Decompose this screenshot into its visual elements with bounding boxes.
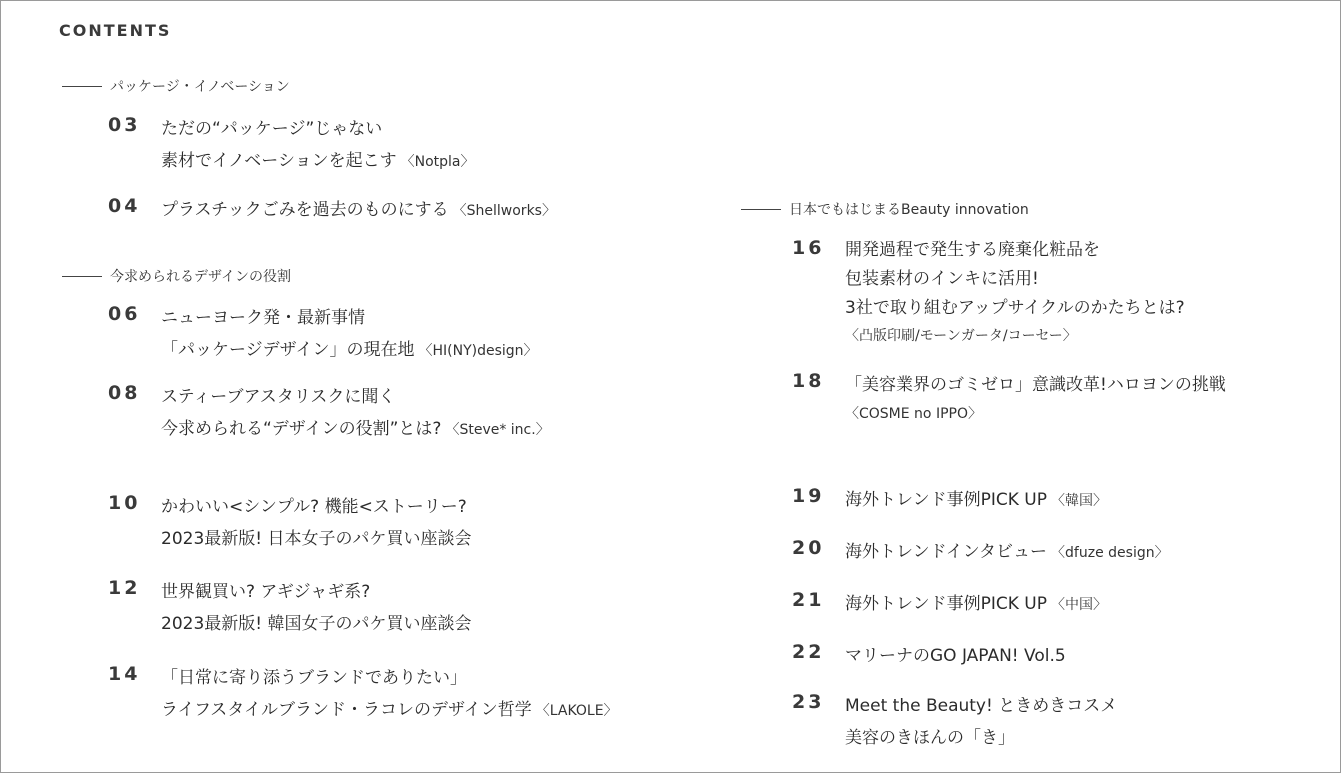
entry-title-line: かわいい<シンプル? 機能<ストーリー? [161,497,467,517]
entry-tag: 〈凸版印刷/モーンガータ/コーセー〉 [845,328,1077,344]
page-number: 04 [108,195,141,217]
page-number: 06 [108,303,141,325]
entry-title-line: 海外トレンドインタビュー [845,542,1048,562]
entry-title-line: プラスチックごみを過去のものにする [161,200,449,220]
page-number: 22 [792,641,825,663]
section-header-package-innovation [62,76,290,96]
entry-tag: 〈HI(NY)design〉 [418,343,538,359]
entry-title-line: 2023最新版! 日本女子のパケ買い座談会 [161,529,472,549]
entry-title-line: 開発過程で発生する廃棄化粧品を [845,240,1100,260]
entry-tag: 〈LAKOLE〉 [535,703,618,719]
section-title: 今求められるデザインの役割 [110,269,292,285]
section-header-design-role [62,266,291,286]
entry-title-line: 3社で取り組むアップサイクルのかたちとは? [845,298,1185,318]
entry-tag: 〈COSME no IPPO〉 [845,406,982,422]
page-number: 10 [108,492,141,514]
section-rule [62,86,102,87]
section-rule [741,209,781,210]
entry-title-line: 海外トレンド事例PICK UP [845,490,1047,510]
page-number: 20 [792,537,825,559]
entry-title-line: マリーナのGO JAPAN! Vol.5 [845,646,1066,666]
contents-heading: CONTENTS [59,21,172,40]
entry-tag: 〈Steve* inc.〉 [445,422,550,438]
entry-title-line: ニューヨーク発・最新事情 [161,308,365,328]
entry-title-line: 「パッケージデザイン」の現在地 [161,340,415,360]
entry-tag: 〈dfuze design〉 [1051,545,1169,561]
entry-tag: 〈Shellworks〉 [452,203,556,219]
entry-title-line: スティーブアスタリスクに聞く [161,387,396,407]
section-rule [62,276,102,277]
page-number: 08 [108,382,141,404]
entry-tag: 〈中国〉 [1050,597,1107,613]
section-title: パッケージ・イノベーション [110,79,290,95]
entry-tag: 〈韓国〉 [1050,493,1107,509]
entry-title-line: ライフスタイルブランド・ラコレのデザイン哲学 [161,700,532,720]
entry-title-line: 「美容業界のゴミゼロ」意識改革!ハロヨンの挑戦 [845,375,1226,395]
entry-title-line: 「日常に寄り添うブランドでありたい」 [161,668,467,688]
page-number: 03 [108,114,141,136]
page-number: 18 [792,370,825,392]
entry-title-line: ただの“パッケージ”じゃない [161,119,383,139]
entry-title-line: 美容のきほんの「き」 [845,728,1015,748]
entry-title-line: 素材でイノベーションを起こす [161,151,397,171]
entry-title-line: 今求められる“デザインの役割”とは? [161,419,442,439]
entry-title-line: 世界観買い? アギジャギ系? [161,582,371,602]
entry-title-line: Meet the Beauty! ときめきコスメ [845,696,1118,716]
page-number: 14 [108,663,141,685]
section-header-beauty-innovation [741,199,1029,219]
section-title: 日本でもはじまるBeauty innovation [789,202,1029,218]
page-number: 19 [792,485,825,507]
entry-tag: 〈Notpla〉 [400,154,475,170]
entry-title-line: 包装素材のインキに活用! [845,269,1039,289]
page-number: 16 [792,237,825,259]
entry-title-line: 2023最新版! 韓国女子のパケ買い座談会 [161,614,472,634]
page-number: 23 [792,691,825,713]
page-number: 12 [108,577,141,599]
page-number: 21 [792,589,825,611]
entry-title-line: 海外トレンド事例PICK UP [845,594,1047,614]
